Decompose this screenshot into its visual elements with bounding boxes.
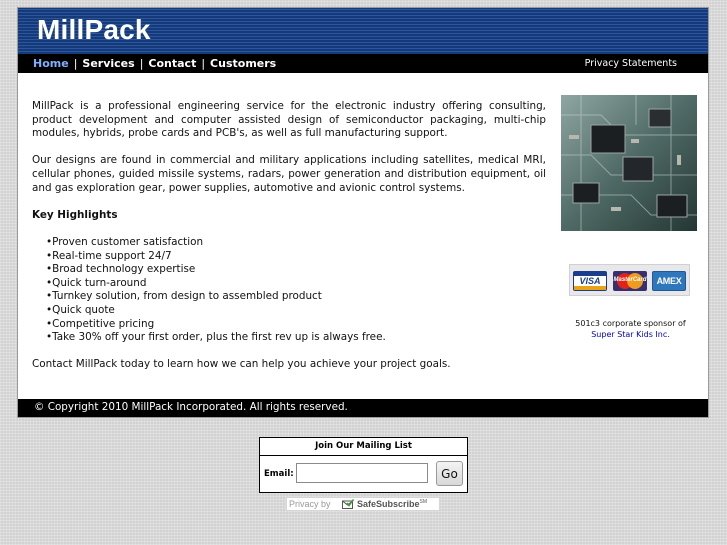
amex-card-icon: AMEX (652, 271, 686, 291)
page-frame (17, 7, 709, 418)
nav-separator: | (73, 57, 78, 70)
list-item: • Competitive pricing (46, 318, 546, 332)
privacy-statements-link[interactable]: Privacy Statements (584, 58, 677, 69)
safesubscribe-brand: SafeSubscribe℠ (357, 499, 428, 509)
safesubscribe-badge[interactable] (286, 497, 440, 511)
site-logo[interactable]: MillPack (37, 14, 151, 45)
list-item: • Real-time support 24/7 (46, 250, 546, 264)
list-item: • Proven customer satisfaction (46, 236, 546, 250)
list-item: • Quick turn-around (46, 277, 546, 291)
mastercard-icon: MasterCard (613, 271, 647, 291)
visa-card-icon: VISA (573, 271, 607, 291)
nav-items (33, 57, 276, 70)
sponsor-link[interactable]: Super Star Kids Inc. (591, 330, 670, 339)
list-item: • Take 30% off your first order, plus the first rev up is always free. (46, 331, 546, 345)
list-item: • Quick quote (46, 304, 546, 318)
main-content (32, 100, 546, 385)
nav-contact[interactable]: Contact (148, 57, 197, 70)
nav-home[interactable]: Home (33, 57, 69, 70)
circuit-board-image (561, 95, 697, 231)
privacy-by-label: Privacy by (289, 499, 331, 509)
highlights-heading: Key Highlights (32, 208, 118, 221)
copyright-text: © Copyright 2010 MillPack Incorporated. All rights reserved. (34, 401, 348, 413)
closing-paragraph: Contact MillPack today to learn how we can help you achieve your project goals. (32, 358, 451, 371)
nav-separator: | (139, 57, 144, 70)
go-button[interactable]: Go (436, 461, 463, 486)
payment-cards (569, 264, 690, 296)
footer (18, 399, 708, 417)
email-label: Email: (264, 469, 294, 479)
header-banner (18, 8, 708, 54)
intro-paragraph: MillPack is a professional engineering service for the electronic industry offering consulting, product development and computer assisted design of semiconductor packaging, multi-chip modules, hybrids, probe cards and PCB's, as well as full manufacturing support. (32, 100, 546, 140)
circuit-board-photo (561, 95, 697, 231)
highlights-list (32, 236, 546, 345)
sponsor-note (563, 318, 698, 340)
applications-paragraph: Our designs are found in commercial and military applications including satellites, medical MRI, cellular phones, guided missile systems, radars, power generation and distribution equipment, oil and gas exploration gear, power supplies, automotive and avionic control systems. (32, 154, 546, 194)
nav-services[interactable]: Services (82, 57, 135, 70)
mailing-list-form (259, 437, 468, 493)
nav-separator: | (201, 57, 206, 70)
email-field[interactable] (296, 463, 428, 483)
list-item: • Turnkey solution, from design to assembled product (46, 290, 546, 304)
list-item: • Broad technology expertise (46, 263, 546, 277)
sponsor-text: 501c3 corporate sponsor of (575, 319, 686, 328)
nav-customers[interactable]: Customers (210, 57, 277, 70)
main-nav (18, 54, 708, 73)
checkmark-envelope-icon (342, 499, 354, 509)
mailing-list-title: Join Our Mailing List (260, 438, 467, 456)
